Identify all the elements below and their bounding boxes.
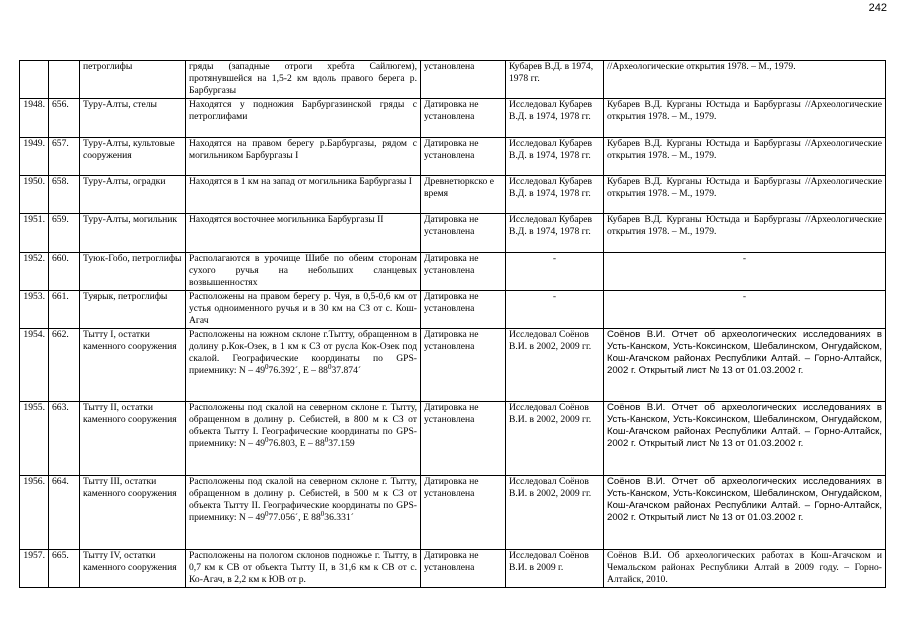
monument-number: 661.: [49, 291, 80, 329]
monument-dating: Древнетюркско е время: [421, 176, 506, 214]
monument-investigator: Исследовал Соёнов В.И. в 2009 г.: [506, 550, 604, 588]
row-number: 1952.: [20, 253, 49, 291]
monument-investigator: Исследовал Соёнов В.И. в 2002, 2009 гг.: [506, 329, 604, 402]
monument-source: Соёнов В.И. Отчет об археологических исследованиях в Усть-Канском, Усть-Коксинском, Шебалинском, Онгудайском, Кош-Агачском районах Республики Алтай. – Горно-Алтайск, 2002 г. Открытый лист № 13 от 01.03.2002 г.: [604, 402, 886, 476]
monument-source: Соёнов В.И. Отчет об археологических исследованиях в Усть-Канском, Усть-Коксинском, Шебалинском, Онгудайском, Кош-Агачском районах Республики Алтай. – Горно-Алтайск, 2002 г. Открытый лист № 13 от 01.03.2002 г.: [604, 329, 886, 402]
monument-number: 656.: [49, 99, 80, 138]
row-number: 1950.: [20, 176, 49, 214]
monument-investigator: Исследовал Соёнов В.И. в 2002, 2009 гг.: [506, 402, 604, 476]
monument-number: 665.: [49, 550, 80, 588]
monument-source: -: [604, 253, 886, 291]
monument-source: //Археологические открытия 1978. – М., 1979.: [604, 61, 886, 99]
table-row: [20, 61, 886, 99]
monument-name: Тытту II, остатки каменного сооружения: [80, 402, 186, 476]
monument-source: Кубарев В.Д. Курганы Юстыда и Барбургазы //Археологические открытия 1978. – М., 1979.: [604, 99, 886, 138]
monument-investigator: -: [506, 253, 604, 291]
monument-dating: установлена: [421, 61, 506, 99]
monument-name: петроглифы: [80, 61, 186, 99]
monument-source: Соёнов В.И. Об археологических работах в Кош-Агачском и Чемальском районах Республики Алтай в 2009 году. – Горно-Алтайск, 2010.: [604, 550, 886, 588]
monument-source: Кубарев В.Д. Курганы Юстыда и Барбургазы //Археологические открытия 1978. – М., 1979.: [604, 138, 886, 176]
row-number: 1955.: [20, 402, 49, 476]
monument-location: Находятся восточнее могильника Барбургазы II: [186, 214, 421, 253]
monument-name: Туярык, петроглифы: [80, 291, 186, 329]
table-row: [20, 329, 886, 402]
monument-name: Туру-Алты, культовые сооружения: [80, 138, 186, 176]
monument-source: -: [604, 291, 886, 329]
monument-location: гряды (западные отроги хребта Сайлюгем), протянувшейся на 1,5-2 км вдоль правого берега р. Барбургазы: [186, 61, 421, 99]
monument-investigator: Исследовал Кубарев В.Д. в 1974, 1978 гг.: [506, 99, 604, 138]
table-row: [20, 214, 886, 253]
monument-location: Располагаются в урочище Шибе по обеим сторонам сухого ручья на небольших сланцевых возвышенностях: [186, 253, 421, 291]
monument-number: 664.: [49, 476, 80, 550]
table-row: [20, 176, 886, 214]
table-row: [20, 138, 886, 176]
monument-dating: Датировка не установлена: [421, 138, 506, 176]
monument-name: Тытту I, остатки каменного сооружения: [80, 329, 186, 402]
row-number: 1953.: [20, 291, 49, 329]
table-row: [20, 550, 886, 588]
monument-dating: Датировка не установлена: [421, 214, 506, 253]
monument-number: 660.: [49, 253, 80, 291]
monument-dating: Датировка не установлена: [421, 253, 506, 291]
monument-name: Туру-Алты, могильник: [80, 214, 186, 253]
table-row: [20, 402, 886, 476]
monument-number: [49, 61, 80, 99]
monument-dating: Датировка не установлена: [421, 476, 506, 550]
monument-investigator: -: [506, 291, 604, 329]
monument-location: Расположены на пологом склонов подножье г. Тытту, в 0,7 км к СВ от объекта Тытту II, в 31,6 км к СВ от с. Ко-Агач, в 2,2 км к ЮВ от р.: [186, 550, 421, 588]
monument-location: Расположены под скалой на северном склоне г. Тытту, обращенном в долину р. Себистей, в 800 м к СЗ от объекта Тытту I. Географические координаты по GPS-приемнику: N – $49^076.803$, E – $88^037.159$: [186, 402, 421, 476]
monument-name: Туру-Алты, стелы: [80, 99, 186, 138]
monument-dating: Датировка не установлена: [421, 291, 506, 329]
monument-location: Находятся в 1 км на запад от могильника Барбургазы I: [186, 176, 421, 214]
monument-location: Расположены на южном склоне г.Тытту, обращенном в долину р.Кок-Озек, в 1 км к СЗ от русла Кок-Озек под скалой. Географические координаты по GPS-приемнику: N – $49^076.392´$, E – $88^037.874´$: [186, 329, 421, 402]
monument-investigator: Исследовал Кубарев В.Д. в 1974, 1978 гг.: [506, 138, 604, 176]
monument-source: Кубарев В.Д. Курганы Юстыда и Барбургазы //Археологические открытия 1978. – М., 1979.: [604, 176, 886, 214]
monument-number: 658.: [49, 176, 80, 214]
monument-number: 663.: [49, 402, 80, 476]
monument-source: Соёнов В.И. Отчет об археологических исследованиях в Усть-Канском, Усть-Коксинском, Шебалинском, Онгудайском, Кош-Агачском районах Республики Алтай. – Горно-Алтайск, 2002 г. Открытый лист № 13 от 01.03.2002 г.: [604, 476, 886, 550]
monument-name: Тытту III, остатки каменного сооружения: [80, 476, 186, 550]
row-number: 1956.: [20, 476, 49, 550]
monument-location: Расположены под скалой на северном склоне г. Тытту, обращенном в долину р. Себистей, в 500 м к СЗ от объекта Тытту II. Географические координаты по GPS-приемнику: N – $49^077.056´$, E $88^036.331´$: [186, 476, 421, 550]
monument-dating: Датировка не установлена: [421, 550, 506, 588]
row-number: 1957.: [20, 550, 49, 588]
monument-dating: Датировка не установлена: [421, 99, 506, 138]
table-row: [20, 476, 886, 550]
monument-dating: Датировка не установлена: [421, 402, 506, 476]
row-number: 1951.: [20, 214, 49, 253]
monument-number: 657.: [49, 138, 80, 176]
table-row: [20, 291, 886, 329]
row-number: [20, 61, 49, 99]
monument-name: Туру-Алты, оградки: [80, 176, 186, 214]
monument-investigator: Исследовал Кубарев В.Д. в 1974, 1978 гг.: [506, 176, 604, 214]
monument-location: Расположены на правом берегу р. Чуя, в 0,5-0,6 км от устья одноименного ручья и в 30 км на СЗ от с. Кош-Агач: [186, 291, 421, 329]
monument-investigator: Исследовал Кубарев В.Д. в 1974, 1978 гг.: [506, 214, 604, 253]
monument-name: Туюк-Гобо, петроглифы: [80, 253, 186, 291]
monument-name: Тытту IV, остатки каменного сооружения: [80, 550, 186, 588]
row-number: 1949.: [20, 138, 49, 176]
monument-investigator: Кубарев В.Д. в 1974, 1978 гг.: [506, 61, 604, 99]
monument-location: Находятся у подножия Барбургазинской гряды с петроглифами: [186, 99, 421, 138]
monument-investigator: Исследовал Соёнов В.И. в 2002, 2009 гг.: [506, 476, 604, 550]
page-number: 242: [868, 2, 887, 14]
monuments-table: [19, 60, 886, 588]
monument-source: Кубарев В.Д. Курганы Юстыда и Барбургазы //Археологические открытия 1978. – М., 1979.: [604, 214, 886, 253]
monument-number: 659.: [49, 214, 80, 253]
table-row: [20, 253, 886, 291]
table-row: [20, 99, 886, 138]
monument-location: Находятся на правом берегу р.Барбургазы, рядом с могильником Барбургазы I: [186, 138, 421, 176]
row-number: 1948.: [20, 99, 49, 138]
monument-dating: Датировка не установлена: [421, 329, 506, 402]
row-number: 1954.: [20, 329, 49, 402]
monument-number: 662.: [49, 329, 80, 402]
